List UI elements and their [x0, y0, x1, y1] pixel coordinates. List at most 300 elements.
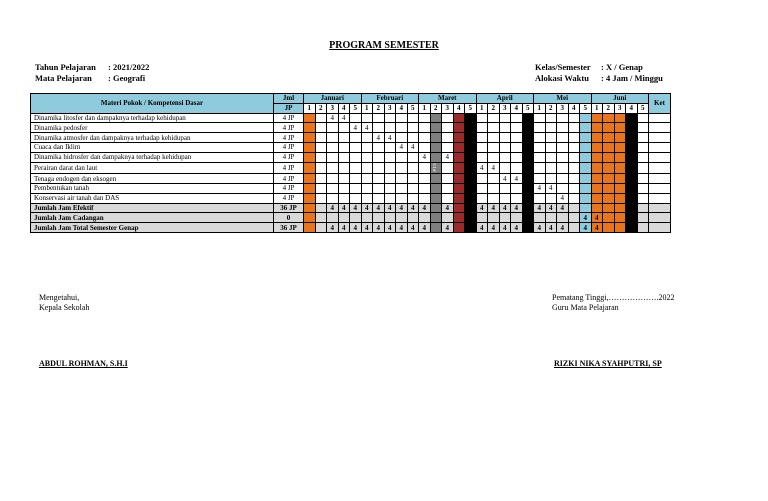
ket-cell — [649, 162, 671, 174]
week-cell — [476, 123, 488, 133]
week-cell: 4 — [327, 113, 339, 123]
week-cell — [350, 162, 362, 174]
week-cell — [534, 113, 546, 123]
week-cell — [304, 213, 316, 223]
week-cell — [626, 203, 638, 213]
week-number: 3 — [384, 103, 396, 113]
week-cell — [545, 142, 557, 152]
right-signature-block — [552, 293, 674, 313]
week-cell — [384, 113, 396, 123]
week-cell — [568, 142, 580, 152]
week-cell — [637, 152, 649, 162]
week-cell — [476, 213, 488, 223]
week-cell — [430, 193, 442, 203]
week-cell — [568, 213, 580, 223]
week-cell — [430, 142, 442, 152]
week-cell — [603, 213, 615, 223]
week-cell — [511, 142, 523, 152]
week-cell — [545, 193, 557, 203]
week-number: 2 — [603, 103, 615, 113]
week-cell — [315, 133, 327, 143]
week-cell — [373, 213, 385, 223]
week-cell — [568, 113, 580, 123]
week-cell — [580, 152, 592, 162]
ket-cell — [649, 113, 671, 123]
week-cell — [419, 142, 431, 152]
week-cell — [419, 213, 431, 223]
alokasi-value: : 4 Jam / Minggu — [601, 73, 663, 83]
table-row — [31, 113, 671, 123]
week-cell — [407, 162, 419, 174]
week-cell — [350, 174, 362, 184]
week-cell — [373, 193, 385, 203]
week-cell — [626, 184, 638, 194]
week-cell — [614, 142, 626, 152]
week-cell — [637, 203, 649, 213]
week-cell — [315, 223, 327, 233]
week-cell — [580, 123, 592, 133]
week-cell — [327, 213, 339, 223]
week-cell — [476, 113, 488, 123]
week-cell — [522, 162, 534, 174]
table-row — [31, 184, 671, 194]
week-cell — [430, 123, 442, 133]
week-number: 2 — [315, 103, 327, 113]
week-cell: 4 — [545, 203, 557, 213]
month-header: Juni — [591, 94, 649, 104]
week-cell — [488, 133, 500, 143]
ket-cell — [649, 174, 671, 184]
table-row — [31, 133, 671, 143]
week-cell — [430, 223, 442, 233]
week-cell — [327, 184, 339, 194]
week-cell — [338, 142, 350, 152]
week-number: 2 — [373, 103, 385, 113]
week-cell — [373, 142, 385, 152]
week-cell — [614, 223, 626, 233]
week-cell — [614, 203, 626, 213]
week-cell — [384, 162, 396, 174]
week-cell — [442, 113, 454, 123]
week-cell — [315, 203, 327, 213]
ket-cell — [649, 223, 671, 233]
week-cell — [568, 174, 580, 184]
week-cell — [614, 184, 626, 194]
week-cell — [603, 123, 615, 133]
week-number: 2 — [430, 103, 442, 113]
week-cell — [304, 184, 316, 194]
week-cell: 4 — [534, 223, 546, 233]
week-cell — [350, 213, 362, 223]
week-cell — [396, 193, 408, 203]
week-cell: 4 — [534, 203, 546, 213]
week-cell — [338, 152, 350, 162]
week-cell — [453, 113, 465, 123]
week-cell — [384, 123, 396, 133]
week-cell — [614, 193, 626, 203]
week-cell — [315, 142, 327, 152]
week-cell — [430, 133, 442, 143]
week-cell — [499, 142, 511, 152]
week-cell — [557, 174, 569, 184]
week-cell: 4 — [476, 203, 488, 213]
week-cell — [476, 133, 488, 143]
week-cell: 4 — [511, 223, 523, 233]
week-number: 3 — [499, 103, 511, 113]
week-cell — [488, 152, 500, 162]
week-cell — [534, 142, 546, 152]
left-sig-line1: Mengetahui, — [39, 293, 80, 302]
jml-cell: 4 JP — [274, 152, 304, 162]
materi-cell: Dinamika pedosfer — [31, 123, 274, 133]
week-cell — [476, 184, 488, 194]
week-cell — [407, 184, 419, 194]
week-cell — [603, 142, 615, 152]
week-cell — [580, 174, 592, 184]
col-materi-header: Materi Pokok / Kompetensi Dasar — [31, 94, 274, 114]
jml-cell: 4 JP — [274, 113, 304, 123]
week-cell — [499, 113, 511, 123]
table-row — [31, 203, 671, 213]
week-cell — [603, 174, 615, 184]
week-cell — [614, 152, 626, 162]
ket-cell — [649, 184, 671, 194]
week-cell: 4 — [373, 203, 385, 213]
week-cell: 4 — [488, 223, 500, 233]
week-cell — [557, 162, 569, 174]
week-number: 4 — [338, 103, 350, 113]
week-cell: 4 — [361, 123, 373, 133]
materi-cell: Cuaca dan Iklim — [31, 142, 274, 152]
week-cell — [534, 213, 546, 223]
week-cell: 4 — [557, 223, 569, 233]
week-cell — [315, 162, 327, 174]
alokasi-label: Alokasi Waktu — [535, 73, 589, 83]
week-cell — [626, 223, 638, 233]
jml-cell: 4 JP — [274, 142, 304, 152]
week-cell — [522, 133, 534, 143]
week-cell — [396, 123, 408, 133]
week-number: 1 — [419, 103, 431, 113]
week-cell — [419, 162, 431, 174]
week-cell — [361, 193, 373, 203]
jml-cell: 4 JP — [274, 133, 304, 143]
week-cell — [591, 152, 603, 162]
week-cell — [557, 113, 569, 123]
week-cell — [361, 213, 373, 223]
table-row — [31, 174, 671, 184]
materi-cell: Jumlah Jam Efektif — [31, 203, 274, 213]
week-cell — [499, 184, 511, 194]
week-cell — [396, 213, 408, 223]
week-cell — [580, 184, 592, 194]
week-cell — [499, 213, 511, 223]
week-cell — [453, 203, 465, 213]
week-cell — [304, 142, 316, 152]
week-number: 4 — [396, 103, 408, 113]
week-cell — [591, 184, 603, 194]
materi-cell: Jumlah Jam Total Semester Genap — [31, 223, 274, 233]
week-cell — [453, 174, 465, 184]
week-number: 4 — [453, 103, 465, 113]
week-cell — [338, 174, 350, 184]
week-cell — [396, 162, 408, 174]
week-number: 1 — [534, 103, 546, 113]
week-cell — [315, 152, 327, 162]
week-cell — [304, 123, 316, 133]
week-cell — [626, 123, 638, 133]
week-cell — [626, 174, 638, 184]
week-cell — [373, 184, 385, 194]
week-cell — [361, 152, 373, 162]
week-cell — [453, 133, 465, 143]
week-cell — [580, 142, 592, 152]
materi-cell: Pembentukan tanah — [31, 184, 274, 194]
kelas-value: : X / Genap — [601, 62, 643, 72]
week-cell — [488, 113, 500, 123]
week-cell — [373, 113, 385, 123]
week-cell — [430, 113, 442, 123]
materi-cell: Tenaga endogen dan eksogen — [31, 174, 274, 184]
jml-cell: 4 JP — [274, 174, 304, 184]
week-cell — [557, 133, 569, 143]
week-cell — [350, 142, 362, 152]
week-cell — [626, 213, 638, 223]
table-row — [31, 142, 671, 152]
week-cell — [361, 133, 373, 143]
week-cell — [603, 223, 615, 233]
week-cell — [384, 184, 396, 194]
week-cell — [499, 152, 511, 162]
week-cell: 4 — [327, 203, 339, 213]
right-sig-name: RIZKI NIKA SYAHPUTRI, SP — [554, 359, 662, 368]
week-cell: 4 — [419, 223, 431, 233]
week-cell — [626, 152, 638, 162]
week-cell — [568, 152, 580, 162]
week-cell — [465, 123, 477, 133]
week-cell — [534, 152, 546, 162]
week-cell — [304, 203, 316, 213]
week-cell — [522, 142, 534, 152]
week-cell — [557, 213, 569, 223]
week-cell — [637, 213, 649, 223]
week-cell — [614, 213, 626, 223]
week-cell — [407, 123, 419, 133]
week-cell — [568, 223, 580, 233]
week-cell — [545, 174, 557, 184]
pts-label: PTS — [432, 162, 438, 172]
week-cell: 4 — [511, 174, 523, 184]
week-cell — [338, 162, 350, 174]
week-cell: 4 — [407, 203, 419, 213]
week-cell — [522, 203, 534, 213]
week-cell: 4 — [338, 203, 350, 213]
week-cell — [568, 123, 580, 133]
col-jml-header: Jml — [274, 94, 304, 104]
week-number: 5 — [407, 103, 419, 113]
table-row — [31, 213, 671, 223]
week-cell — [304, 152, 316, 162]
week-cell: 4 — [396, 142, 408, 152]
week-cell: 4 — [557, 203, 569, 213]
jml-cell: 4 JP — [274, 162, 304, 174]
week-cell — [442, 133, 454, 143]
week-cell — [603, 203, 615, 213]
week-number: 5 — [580, 103, 592, 113]
week-cell — [327, 142, 339, 152]
week-cell — [442, 174, 454, 184]
week-cell: 4 — [396, 223, 408, 233]
week-cell — [614, 113, 626, 123]
week-cell — [488, 142, 500, 152]
week-cell: 4 — [373, 223, 385, 233]
week-cell: 4 — [580, 223, 592, 233]
week-cell — [304, 223, 316, 233]
week-cell — [488, 174, 500, 184]
week-cell — [396, 113, 408, 123]
right-sig-line1: Pematang Tinggi,……………….2022 — [552, 293, 675, 302]
week-cell — [315, 213, 327, 223]
month-header: Mei — [534, 94, 592, 104]
week-cell: 4 — [488, 162, 500, 174]
right-sig-line2: Guru Mata Pelajaran — [552, 303, 619, 312]
week-cell — [419, 123, 431, 133]
week-cell — [637, 113, 649, 123]
week-cell — [407, 133, 419, 143]
week-cell — [327, 174, 339, 184]
materi-cell: Dinamika hidrosfer dan dampaknya terhadap kehidupan — [31, 152, 274, 162]
week-cell: 4 — [338, 223, 350, 233]
week-cell — [476, 174, 488, 184]
week-cell — [384, 193, 396, 203]
week-cell: 4 — [476, 162, 488, 174]
week-cell — [603, 162, 615, 174]
week-cell — [327, 193, 339, 203]
tahun-value: : 2021/2022 — [108, 62, 150, 72]
week-cell — [465, 113, 477, 123]
materi-cell: Konservasi air tanah dan DAS — [31, 193, 274, 203]
week-cell — [361, 142, 373, 152]
week-cell — [430, 152, 442, 162]
week-cell — [580, 162, 592, 174]
jml-cell: 36 JP — [274, 203, 304, 213]
week-cell — [430, 162, 442, 174]
week-cell — [442, 193, 454, 203]
week-cell — [419, 193, 431, 203]
week-cell — [534, 162, 546, 174]
week-cell: 4 — [557, 193, 569, 203]
week-cell — [511, 213, 523, 223]
ket-cell — [649, 193, 671, 203]
week-cell — [304, 133, 316, 143]
week-cell — [488, 123, 500, 133]
week-number: 1 — [591, 103, 603, 113]
week-cell: 4 — [534, 184, 546, 194]
week-cell — [453, 142, 465, 152]
week-cell — [522, 184, 534, 194]
week-cell — [534, 123, 546, 133]
left-sig-name: ABDUL ROHMAN, S.H.I — [39, 359, 128, 368]
week-cell — [591, 113, 603, 123]
week-cell — [442, 184, 454, 194]
week-cell: 4 — [499, 223, 511, 233]
week-cell — [614, 133, 626, 143]
week-number: 1 — [304, 103, 316, 113]
table-row — [31, 123, 671, 133]
week-cell — [315, 193, 327, 203]
week-cell — [465, 203, 477, 213]
materi-cell: Perairan darat dan laut — [31, 162, 274, 174]
week-cell: 4 — [442, 203, 454, 213]
ket-cell — [649, 152, 671, 162]
week-cell — [315, 174, 327, 184]
week-cell — [591, 174, 603, 184]
week-number: 5 — [465, 103, 477, 113]
week-cell: 4 — [384, 203, 396, 213]
week-cell — [396, 174, 408, 184]
week-cell — [637, 174, 649, 184]
week-cell — [407, 213, 419, 223]
month-header: April — [476, 94, 534, 104]
materi-cell: Dinamika litosfer dan dampaknya terhadap kehidupan — [31, 113, 274, 123]
week-cell — [557, 142, 569, 152]
week-cell — [591, 203, 603, 213]
week-cell — [442, 213, 454, 223]
week-cell — [545, 123, 557, 133]
week-cell: 4 — [419, 203, 431, 213]
week-cell — [614, 123, 626, 133]
week-cell — [373, 152, 385, 162]
header-right — [535, 62, 663, 84]
jml-cell: 0 — [274, 213, 304, 223]
week-cell — [511, 162, 523, 174]
week-cell — [384, 213, 396, 223]
week-cell: 4 — [499, 203, 511, 213]
week-cell — [373, 174, 385, 184]
week-cell — [465, 213, 477, 223]
week-cell — [465, 142, 477, 152]
week-number: 4 — [626, 103, 638, 113]
week-cell — [603, 113, 615, 123]
week-cell — [557, 184, 569, 194]
week-cell — [442, 162, 454, 174]
week-cell — [626, 113, 638, 123]
week-cell — [534, 133, 546, 143]
week-cell — [407, 174, 419, 184]
week-cell: 4 — [442, 152, 454, 162]
left-signature-block — [39, 293, 89, 313]
ket-cell — [649, 203, 671, 213]
ket-cell — [649, 133, 671, 143]
week-cell — [373, 162, 385, 174]
week-cell — [626, 142, 638, 152]
week-cell — [350, 152, 362, 162]
week-cell — [591, 193, 603, 203]
week-cell: 4 — [591, 213, 603, 223]
week-cell: 4 — [384, 133, 396, 143]
table-row — [31, 162, 671, 174]
week-cell — [545, 133, 557, 143]
week-cell — [626, 193, 638, 203]
week-cell — [453, 123, 465, 133]
jml-cell: 4 JP — [274, 193, 304, 203]
week-cell — [465, 152, 477, 162]
week-cell — [568, 193, 580, 203]
week-cell — [338, 193, 350, 203]
week-cell — [304, 174, 316, 184]
week-cell — [407, 113, 419, 123]
week-cell — [327, 152, 339, 162]
